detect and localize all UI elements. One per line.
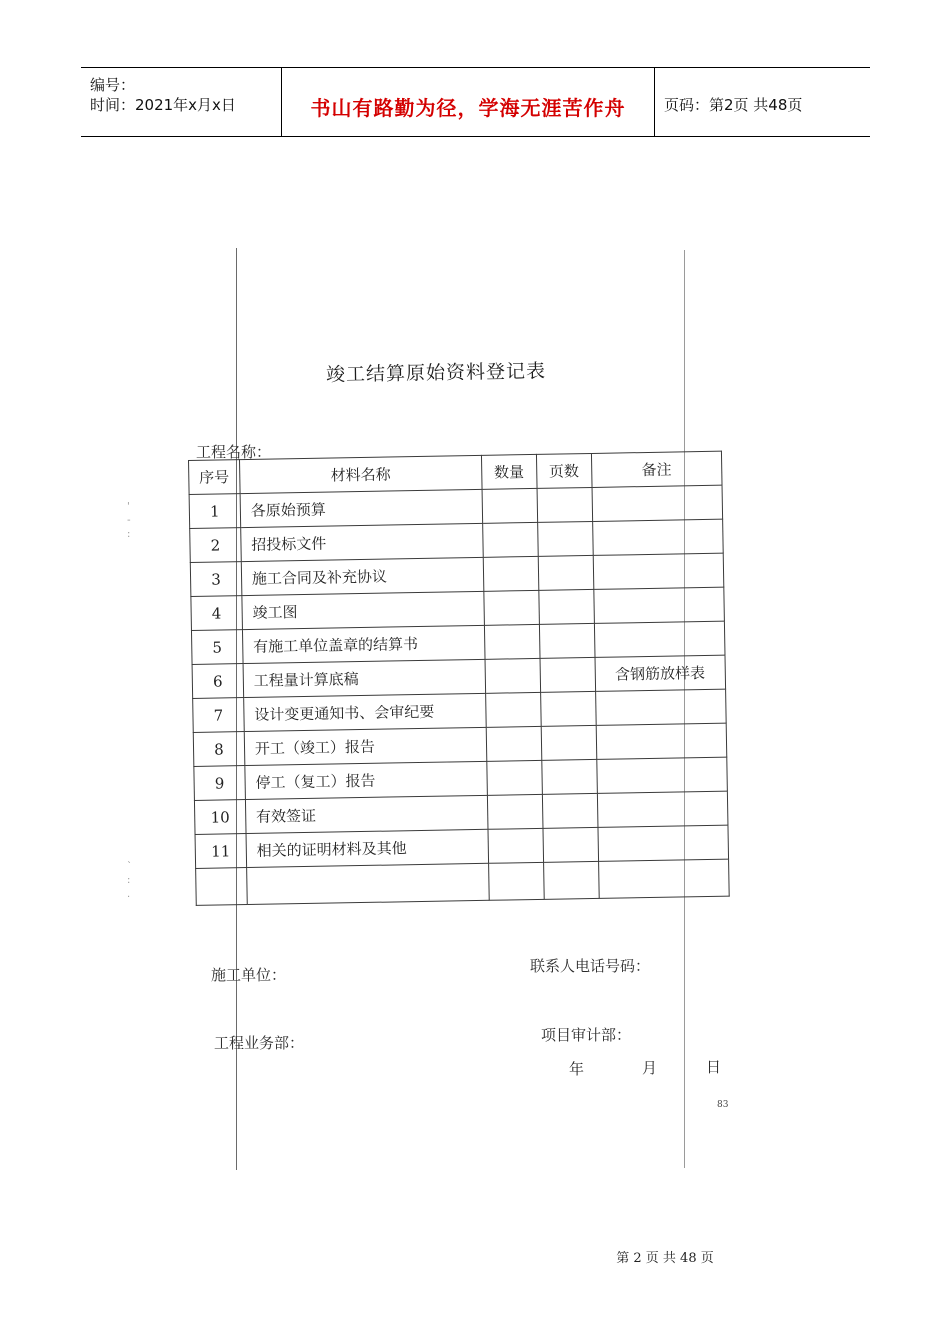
pages-cell (540, 657, 595, 692)
material-name: 停工（复工）报告 (245, 761, 488, 799)
row-number: 3 (190, 562, 241, 597)
document-title: 竣工结算原始资料登记表 (325, 360, 547, 386)
construction-unit-label: 施工单位： (211, 966, 287, 984)
quantity-cell (487, 760, 542, 795)
scan-marks-lower: ` : . (127, 861, 132, 900)
page-info: 页码：第2页 共48页 (664, 96, 803, 114)
quantity-cell (484, 590, 539, 625)
material-name: 开工（竣工）报告 (244, 727, 487, 765)
header-motto-cell (281, 68, 655, 136)
row-number (196, 868, 247, 906)
remark-cell (595, 689, 726, 725)
pages-cell (543, 861, 598, 899)
audit-dept-label: 项目审计部： (541, 1026, 632, 1044)
header-page-cell (654, 68, 870, 136)
material-name: 相关的证明材料及其他 (246, 829, 489, 867)
row-number: 6 (192, 664, 243, 699)
pages-cell (541, 725, 596, 760)
material-name: 有施工单位盖章的结算书 (242, 625, 485, 663)
quantity-cell (483, 556, 538, 591)
quantity-cell (486, 692, 541, 727)
register-table (188, 451, 730, 906)
time-label: 时间：2021年x月x日 (90, 96, 236, 114)
quantity-cell (485, 658, 540, 693)
row-number: 11 (195, 834, 246, 869)
remark-cell (592, 519, 723, 555)
pages-cell (538, 555, 593, 590)
remark-cell (597, 791, 728, 827)
quantity-cell (482, 488, 537, 523)
quantity-cell (487, 794, 542, 829)
date-day-label: 日 (706, 1058, 722, 1076)
page-header (81, 67, 870, 137)
row-number: 1 (189, 494, 240, 529)
material-name: 各原始预算 (240, 489, 483, 527)
row-number: 7 (193, 698, 244, 733)
remark-cell (597, 825, 728, 861)
pages-cell (540, 691, 595, 726)
scan-page-number: 83 (717, 1100, 729, 1110)
page-footer: 第 2 页 共 48 页 (616, 1251, 714, 1266)
pages-cell (541, 759, 596, 794)
pages-cell (537, 487, 592, 522)
pages-cell (539, 589, 594, 624)
col-header-pages: 页数 (536, 453, 591, 488)
quantity-cell (486, 726, 541, 761)
business-dept-label: 工程业务部： (214, 1034, 305, 1052)
quantity-cell (483, 522, 538, 557)
col-header-quantity: 数量 (481, 454, 536, 489)
pages-cell (542, 793, 597, 828)
remark-cell (596, 757, 727, 793)
row-number: 4 (191, 596, 242, 631)
quantity-cell (488, 828, 543, 863)
row-number: 9 (194, 766, 245, 801)
table-row-blank (196, 859, 730, 905)
contact-phone-label: 联系人电话号码： (530, 957, 651, 975)
date-month-label: 月 (642, 1059, 658, 1077)
remark-cell (593, 587, 724, 623)
project-name-label: 工程名称： (196, 443, 272, 461)
remark-cell (594, 621, 725, 657)
material-name: 设计变更通知书、会审纪要 (243, 693, 486, 731)
row-number: 10 (194, 800, 245, 835)
motto: 书山有路勤为径，学海无涯苦作舟 (310, 96, 626, 120)
pages-cell (539, 623, 594, 658)
material-name (246, 863, 489, 904)
quantity-cell (488, 862, 543, 900)
scan-marks-upper: ' - : (127, 501, 131, 540)
remark-cell (593, 553, 724, 589)
material-name: 施工合同及补充协议 (241, 557, 484, 595)
header-meta (81, 68, 281, 136)
quantity-cell (484, 624, 539, 659)
pages-cell (543, 827, 598, 862)
remark-cell: 含钢筋放样表 (595, 655, 726, 691)
col-header-seq: 序号 (189, 460, 240, 495)
material-name: 工程量计算底稿 (243, 659, 486, 697)
material-name: 竣工图 (242, 591, 485, 629)
col-header-material: 材料名称 (239, 455, 482, 493)
pages-cell (537, 521, 592, 556)
material-name: 招投标文件 (241, 523, 484, 561)
date-year-label: 年 (569, 1060, 585, 1078)
row-number: 5 (191, 630, 242, 665)
serial-label: 编号： (90, 76, 136, 94)
row-number: 2 (190, 528, 241, 563)
remark-cell (592, 485, 723, 521)
material-name: 有效签证 (245, 795, 488, 833)
register-table-wrapper (188, 451, 730, 906)
remark-cell (596, 723, 727, 759)
row-number: 8 (193, 732, 244, 767)
col-header-remark: 备注 (591, 451, 722, 487)
remark-cell (598, 859, 729, 898)
